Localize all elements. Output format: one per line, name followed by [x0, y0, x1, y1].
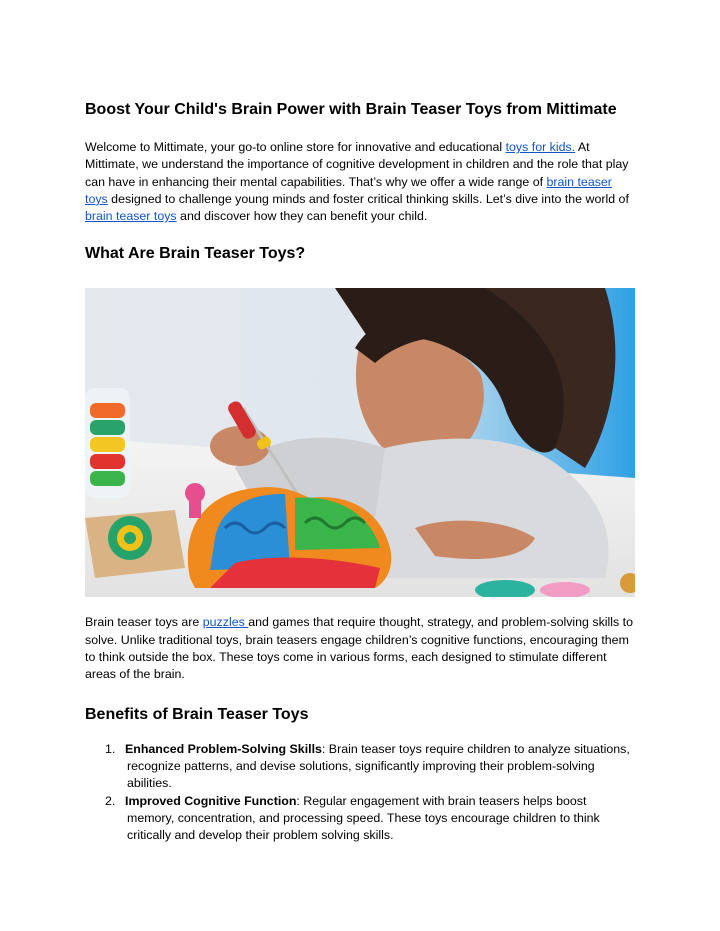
page-title: Boost Your Child's Brain Power with Brain Teaser Toys from Mittimate [85, 101, 617, 118]
list-item [105, 741, 635, 793]
girl-with-brain-toy-illustration [85, 288, 635, 597]
benefit-text: : Brain teaser toys require children to analyze situations, recognize patterns, and devise solutions, significantly improving their problem-solving abilities. [127, 741, 630, 791]
toys-for-kids-link[interactable]: toys for kids. [505, 140, 576, 154]
document-content [85, 99, 635, 844]
brain-teaser-toys-link-1[interactable]: brain teaser toys [85, 174, 612, 206]
benefits-list [85, 741, 635, 845]
list-number: 2. [105, 793, 116, 808]
benefits-heading: Benefits of Brain Teaser Toys [85, 705, 309, 723]
what-text-2: and games that require thought, strategy, and problem-solving skills to solve. Unlike traditional toys, brain teasers engage children’s cognitive functions, encouraging them to think outside the box. These toys come in various forms, each designed to stimulate different areas of the brain. [85, 615, 634, 682]
brain-teaser-toys-link-2[interactable]: brain teaser toys [85, 209, 177, 224]
hero-image [85, 288, 635, 597]
list-item [105, 793, 635, 845]
what-are-heading: What Are Brain Teaser Toys? [85, 245, 306, 263]
what-are-paragraph [85, 614, 635, 683]
intro-text-2: At Mittimate, we understand the importance of cognitive development in children and the role that play can have in enhancing their mental capabilities. That’s why we offer a wide range of [85, 140, 629, 189]
intro-text-1: Welcome to Mittimate, your go-to online store for innovative and educational [85, 140, 506, 154]
benefit-title: Improved Cognitive Function [125, 793, 297, 808]
what-text-1: Brain teaser toys are [85, 615, 203, 630]
intro-paragraph [85, 139, 635, 225]
benefit-title: Enhanced Problem-Solving Skills [125, 741, 322, 756]
benefit-text: : Regular engagement with brain teasers helps boost memory, concentration, and processing speed. These toys encourage children to think critically and develop their problem solving skills. [127, 793, 600, 843]
list-number: 1. [105, 741, 116, 756]
intro-text-3: designed to challenge young minds and foster critical thinking skills. Let’s dive into the world of [107, 191, 629, 206]
intro-text-4: and discover how they can benefit your child. [176, 209, 428, 224]
puzzles-link[interactable]: puzzles [202, 615, 249, 630]
